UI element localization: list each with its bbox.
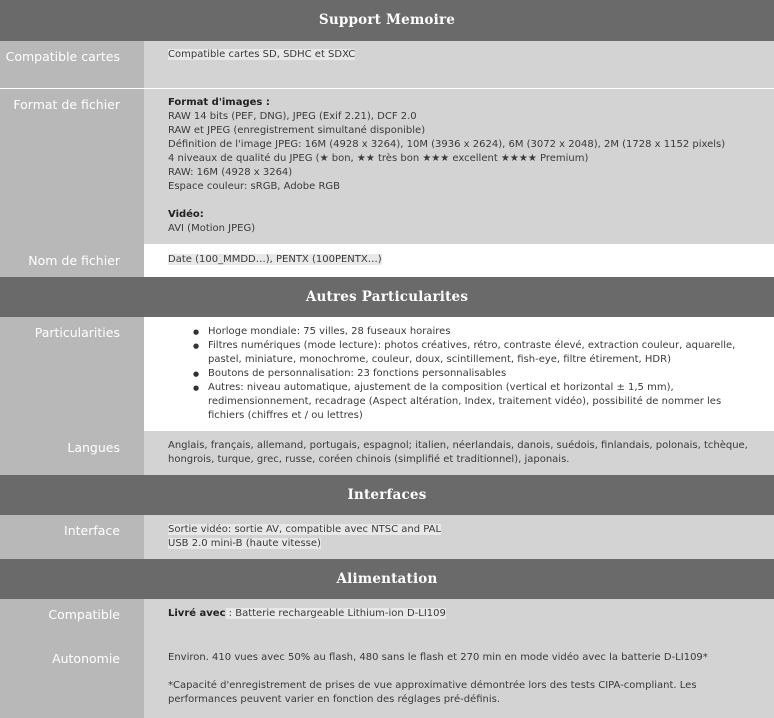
row-label-autonomie: Autonomie <box>0 643 144 718</box>
row-value-compatible <box>144 607 774 621</box>
row-label-compatible: Compatible <box>0 599 144 643</box>
format-line: Espace couleur: sRGB, Adobe RGB <box>168 181 341 192</box>
row-label-interface: Interface <box>0 515 144 559</box>
row-label-langues: Langues <box>0 431 144 475</box>
autonomie-text: Environ. 410 vues avec 50% au flash, 480 sans le flash et 270 min en mode vidéo avec la batterie D-LI109* <box>168 652 708 663</box>
row-value-interface <box>144 523 774 551</box>
interface-line: Sortie vidéo: sortie AV, compatible avec NTSC and PAL <box>168 524 442 535</box>
section-header-alimentation: Alimentation <box>0 559 774 599</box>
row-value-format-fichier <box>144 96 774 236</box>
format-line: 4 niveaux de qualité du JPEG (★ bon, ★★ très bon ★★★ excellent ★★★★ Premium) <box>168 153 589 164</box>
list-item: ● Horloge mondiale: 75 villes, 28 fuseaux horaires <box>208 325 760 339</box>
interface-line: USB 2.0 mini-B (haute vitesse) <box>168 538 321 549</box>
nom-fichier-text: Date (100_MMDD…), PENTX (100PENTX…) <box>168 254 382 265</box>
format-line: RAW 14 bits (PEF, DNG), JPEG (Exif 2.21), DCF 2.0 <box>168 111 417 122</box>
format-line: RAW: 16M (4928 x 3264) <box>168 167 293 178</box>
list-item: ● Filtres numériques (mode lecture): photos créatives, rétro, contraste élevé, extraction couleur, aquarelle, pastel, miniature, monochrome, couleur, doux, scintillement, fish-eye, filtre étirement, HDR) <box>208 339 760 367</box>
list-item: ● Autres: niveau automatique, ajustement de la composition (vertical et horizontal ± 1,5 mm), redimensionnement, recadrage (Aspect altération, Index, traitement vidéo), possibilité de nommer les fichiers (chiffres et / ou lettres) <box>208 381 760 423</box>
format-images-title: Format d'images : <box>168 97 270 108</box>
compatible-text: : Batterie rechargeable Lithium-ion D-LI109 <box>225 608 446 619</box>
list-item: ● Boutons de personnalisation: 23 fonctions personnalisables <box>208 367 760 381</box>
row-value-nom-fichier <box>144 253 774 267</box>
autonomie-note: *Capacité d'enregistrement de prises de vue approximative démontrée lors des tests CIPA-compliant. Les performances peuvent varier en fonction des réglages pré-définis. <box>168 680 697 705</box>
compatible-cartes-text: Compatible cartes SD, SDHC et SDXC <box>168 49 356 60</box>
row-value-compatible-cartes <box>144 48 774 62</box>
particularities-list <box>168 325 760 423</box>
section-header-interfaces: Interfaces <box>0 475 774 515</box>
row-label-compatible-cartes: Compatible cartes <box>0 41 144 88</box>
row-label-format-fichier: Format de fichier <box>0 89 144 244</box>
format-line: Définition de l'image JPEG: 16M (4928 x 3264), 10M (3936 x 2624), 6M (3072 x 2048), 2M (1728 x 1152 pixels) <box>168 139 726 150</box>
section-header-support-memoire: Support Memoire <box>0 0 774 41</box>
section-header-autres-particularites: Autres Particularites <box>0 277 774 317</box>
video-value: AVI (Motion JPEG) <box>168 223 256 234</box>
row-value-langues: Anglais, français, allemand, portugais, espagnol; italien, néerlandais, danois, suédois, finlandais, polonais, tchèque, hongrois, turque, grec, russe, coréen chinois (simplifié et traditionnel), japonais. <box>168 440 748 465</box>
row-label-nom-fichier: Nom de fichier <box>0 244 144 277</box>
compatible-prefix: Livré avec <box>168 608 226 619</box>
row-value-particularities <box>144 325 774 423</box>
row-label-particularities: Particularities <box>0 317 144 431</box>
row-value-autonomie <box>144 651 774 707</box>
video-title: Vidéo: <box>168 209 204 220</box>
format-line: RAW et JPEG (enregistrement simultané disponible) <box>168 125 426 136</box>
